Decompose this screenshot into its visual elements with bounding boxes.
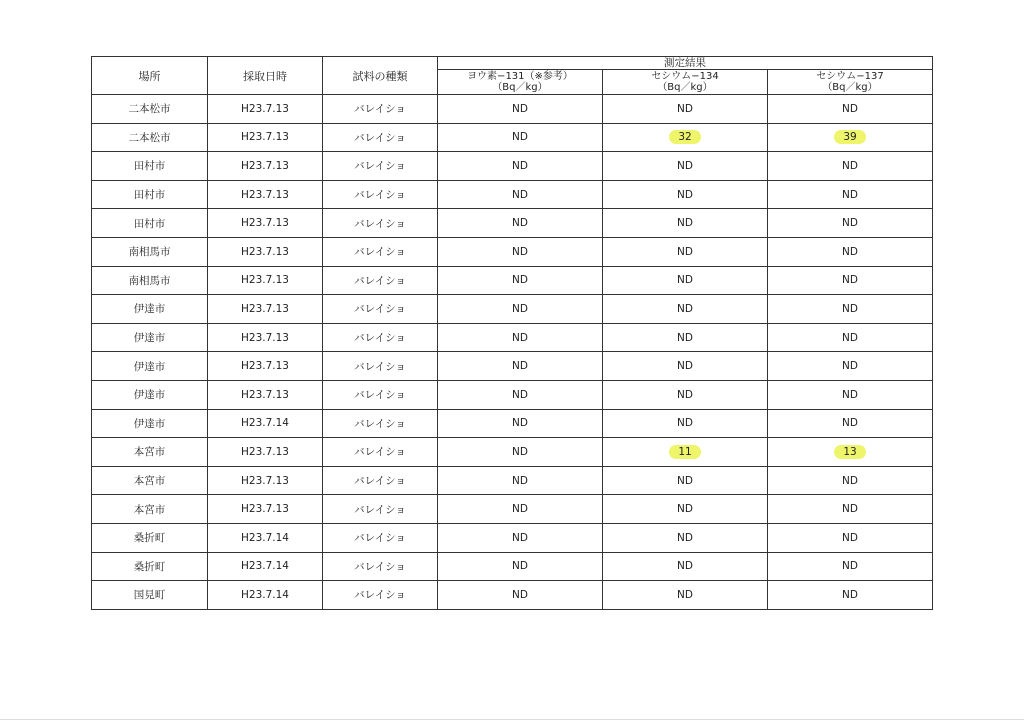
table-row [92, 95, 933, 124]
table-row [92, 295, 933, 324]
cell-sampling-date: H23.7.13 [208, 323, 323, 352]
header-iodine-131-unit: （Bq／kg） [492, 82, 548, 93]
cell-sample-type: バレイショ [323, 180, 438, 209]
cell-cesium-134: ND [603, 380, 768, 409]
cell-location: 伊達市 [92, 352, 208, 381]
cell-sampling-date: H23.7.13 [208, 266, 323, 295]
cell-iodine-131: ND [438, 266, 603, 295]
cell-sampling-date: H23.7.13 [208, 152, 323, 181]
cell-cesium-137: ND [768, 523, 933, 552]
cell-location: 伊達市 [92, 323, 208, 352]
cell-sampling-date: H23.7.13 [208, 380, 323, 409]
cell-iodine-131: ND [438, 152, 603, 181]
cell-sample-type: バレイショ [323, 438, 438, 467]
cell-sample-type: バレイショ [323, 380, 438, 409]
cell-iodine-131: ND [438, 295, 603, 324]
cell-cesium-137: ND [768, 409, 933, 438]
cell-cesium-134: ND [603, 552, 768, 581]
cell-sampling-date: H23.7.13 [208, 95, 323, 124]
cell-iodine-131: ND [438, 581, 603, 610]
cell-sample-type: バレイショ [323, 352, 438, 381]
page-edge-divider [0, 719, 1024, 720]
table-row [92, 152, 933, 181]
cell-cesium-137 [768, 123, 933, 152]
cell-sample-type: バレイショ [323, 495, 438, 524]
header-iodine-131 [438, 70, 603, 95]
cell-iodine-131: ND [438, 323, 603, 352]
cell-location: 田村市 [92, 209, 208, 238]
table-row [92, 552, 933, 581]
cell-iodine-131: ND [438, 352, 603, 381]
cell-sampling-date: H23.7.13 [208, 438, 323, 467]
table-row [92, 466, 933, 495]
cell-location: 伊達市 [92, 295, 208, 324]
cell-cesium-134: ND [603, 209, 768, 238]
cell-cesium-134: ND [603, 409, 768, 438]
cell-location: 二本松市 [92, 95, 208, 124]
table-row [92, 380, 933, 409]
cell-location: 桑折町 [92, 523, 208, 552]
cell-cesium-137: ND [768, 209, 933, 238]
cell-location: 桑折町 [92, 552, 208, 581]
cell-iodine-131: ND [438, 123, 603, 152]
cell-sample-type: バレイショ [323, 209, 438, 238]
cell-sampling-date: H23.7.13 [208, 295, 323, 324]
cell-iodine-131: ND [438, 237, 603, 266]
cell-location: 本宮市 [92, 438, 208, 467]
cell-location: 伊達市 [92, 409, 208, 438]
cell-sampling-date: H23.7.14 [208, 409, 323, 438]
cell-cesium-137: ND [768, 152, 933, 181]
header-results-group: 測定結果 [438, 57, 933, 70]
cell-cesium-134: ND [603, 523, 768, 552]
cell-location: 本宮市 [92, 466, 208, 495]
cell-cesium-134: ND [603, 495, 768, 524]
measurement-results-table [91, 56, 933, 610]
cell-cesium-137: ND [768, 323, 933, 352]
cell-cesium-137: ND [768, 266, 933, 295]
cell-cesium-134: ND [603, 352, 768, 381]
header-cesium-137 [768, 70, 933, 95]
cell-cesium-134: ND [603, 266, 768, 295]
header-iodine-131-label: ヨウ素−131（※参考） [467, 71, 573, 82]
cell-sample-type: バレイショ [323, 466, 438, 495]
cell-cesium-137: ND [768, 180, 933, 209]
cell-sampling-date: H23.7.14 [208, 552, 323, 581]
header-cesium-134 [603, 70, 768, 95]
cell-sample-type: バレイショ [323, 295, 438, 324]
cell-cesium-134: ND [603, 323, 768, 352]
cell-sample-type: バレイショ [323, 123, 438, 152]
header-sampling-date: 採取日時 [208, 57, 323, 95]
cell-sample-type: バレイショ [323, 237, 438, 266]
table-row [92, 523, 933, 552]
header-cesium-137-label: セシウム−137 [816, 71, 884, 82]
cell-cesium-137: ND [768, 495, 933, 524]
cell-sample-type: バレイショ [323, 552, 438, 581]
cell-sample-type: バレイショ [323, 152, 438, 181]
cell-location: 田村市 [92, 152, 208, 181]
cell-iodine-131: ND [438, 438, 603, 467]
cell-iodine-131: ND [438, 180, 603, 209]
cell-location: 南相馬市 [92, 266, 208, 295]
cell-cesium-134: ND [603, 581, 768, 610]
cell-cesium-137: ND [768, 95, 933, 124]
header-sample-type: 試料の種類 [323, 57, 438, 95]
cell-sampling-date: H23.7.13 [208, 466, 323, 495]
cell-cesium-134: ND [603, 466, 768, 495]
cell-sample-type: バレイショ [323, 266, 438, 295]
cell-cesium-134 [603, 123, 768, 152]
cell-sample-type: バレイショ [323, 523, 438, 552]
cell-sampling-date: H23.7.13 [208, 495, 323, 524]
cell-cesium-134 [603, 438, 768, 467]
cell-sampling-date: H23.7.13 [208, 180, 323, 209]
cell-sampling-date: H23.7.14 [208, 581, 323, 610]
cell-iodine-131: ND [438, 95, 603, 124]
cell-iodine-131: ND [438, 552, 603, 581]
cell-cesium-137: ND [768, 295, 933, 324]
cell-iodine-131: ND [438, 409, 603, 438]
header-cesium-134-unit: （Bq／kg） [657, 82, 713, 93]
cell-cesium-137: ND [768, 552, 933, 581]
cell-location: 田村市 [92, 180, 208, 209]
cell-cesium-134: ND [603, 180, 768, 209]
cell-sample-type: バレイショ [323, 409, 438, 438]
header-location: 場所 [92, 57, 208, 95]
cell-cesium-134: ND [603, 237, 768, 266]
table-row [92, 495, 933, 524]
highlighted-value: 39 [834, 130, 865, 144]
header-cesium-137-unit: （Bq／kg） [822, 82, 878, 93]
cell-sampling-date: H23.7.13 [208, 237, 323, 266]
header-cesium-134-label: セシウム−134 [651, 71, 719, 82]
table-row [92, 409, 933, 438]
highlighted-value: 32 [669, 130, 700, 144]
cell-iodine-131: ND [438, 523, 603, 552]
cell-cesium-134: ND [603, 295, 768, 324]
highlighted-value: 13 [834, 445, 865, 459]
table-row [92, 581, 933, 610]
table-row [92, 438, 933, 467]
cell-cesium-134: ND [603, 95, 768, 124]
cell-sampling-date: H23.7.14 [208, 523, 323, 552]
table-row [92, 209, 933, 238]
table-body [92, 95, 933, 610]
cell-location: 国見町 [92, 581, 208, 610]
cell-location: 伊達市 [92, 380, 208, 409]
table-row [92, 123, 933, 152]
cell-cesium-137 [768, 438, 933, 467]
cell-sample-type: バレイショ [323, 581, 438, 610]
table-row [92, 266, 933, 295]
cell-location: 本宮市 [92, 495, 208, 524]
header-row-top [92, 57, 933, 70]
cell-iodine-131: ND [438, 209, 603, 238]
cell-iodine-131: ND [438, 495, 603, 524]
cell-iodine-131: ND [438, 380, 603, 409]
cell-location: 二本松市 [92, 123, 208, 152]
cell-sampling-date: H23.7.13 [208, 123, 323, 152]
cell-location: 南相馬市 [92, 237, 208, 266]
cell-cesium-137: ND [768, 380, 933, 409]
cell-sample-type: バレイショ [323, 323, 438, 352]
cell-sample-type: バレイショ [323, 95, 438, 124]
cell-cesium-137: ND [768, 352, 933, 381]
cell-cesium-137: ND [768, 466, 933, 495]
cell-cesium-134: ND [603, 152, 768, 181]
cell-cesium-137: ND [768, 581, 933, 610]
table-row [92, 180, 933, 209]
table-row [92, 237, 933, 266]
cell-iodine-131: ND [438, 466, 603, 495]
highlighted-value: 11 [669, 445, 700, 459]
cell-sampling-date: H23.7.13 [208, 352, 323, 381]
table-row [92, 323, 933, 352]
cell-cesium-137: ND [768, 237, 933, 266]
cell-sampling-date: H23.7.13 [208, 209, 323, 238]
table-row [92, 352, 933, 381]
